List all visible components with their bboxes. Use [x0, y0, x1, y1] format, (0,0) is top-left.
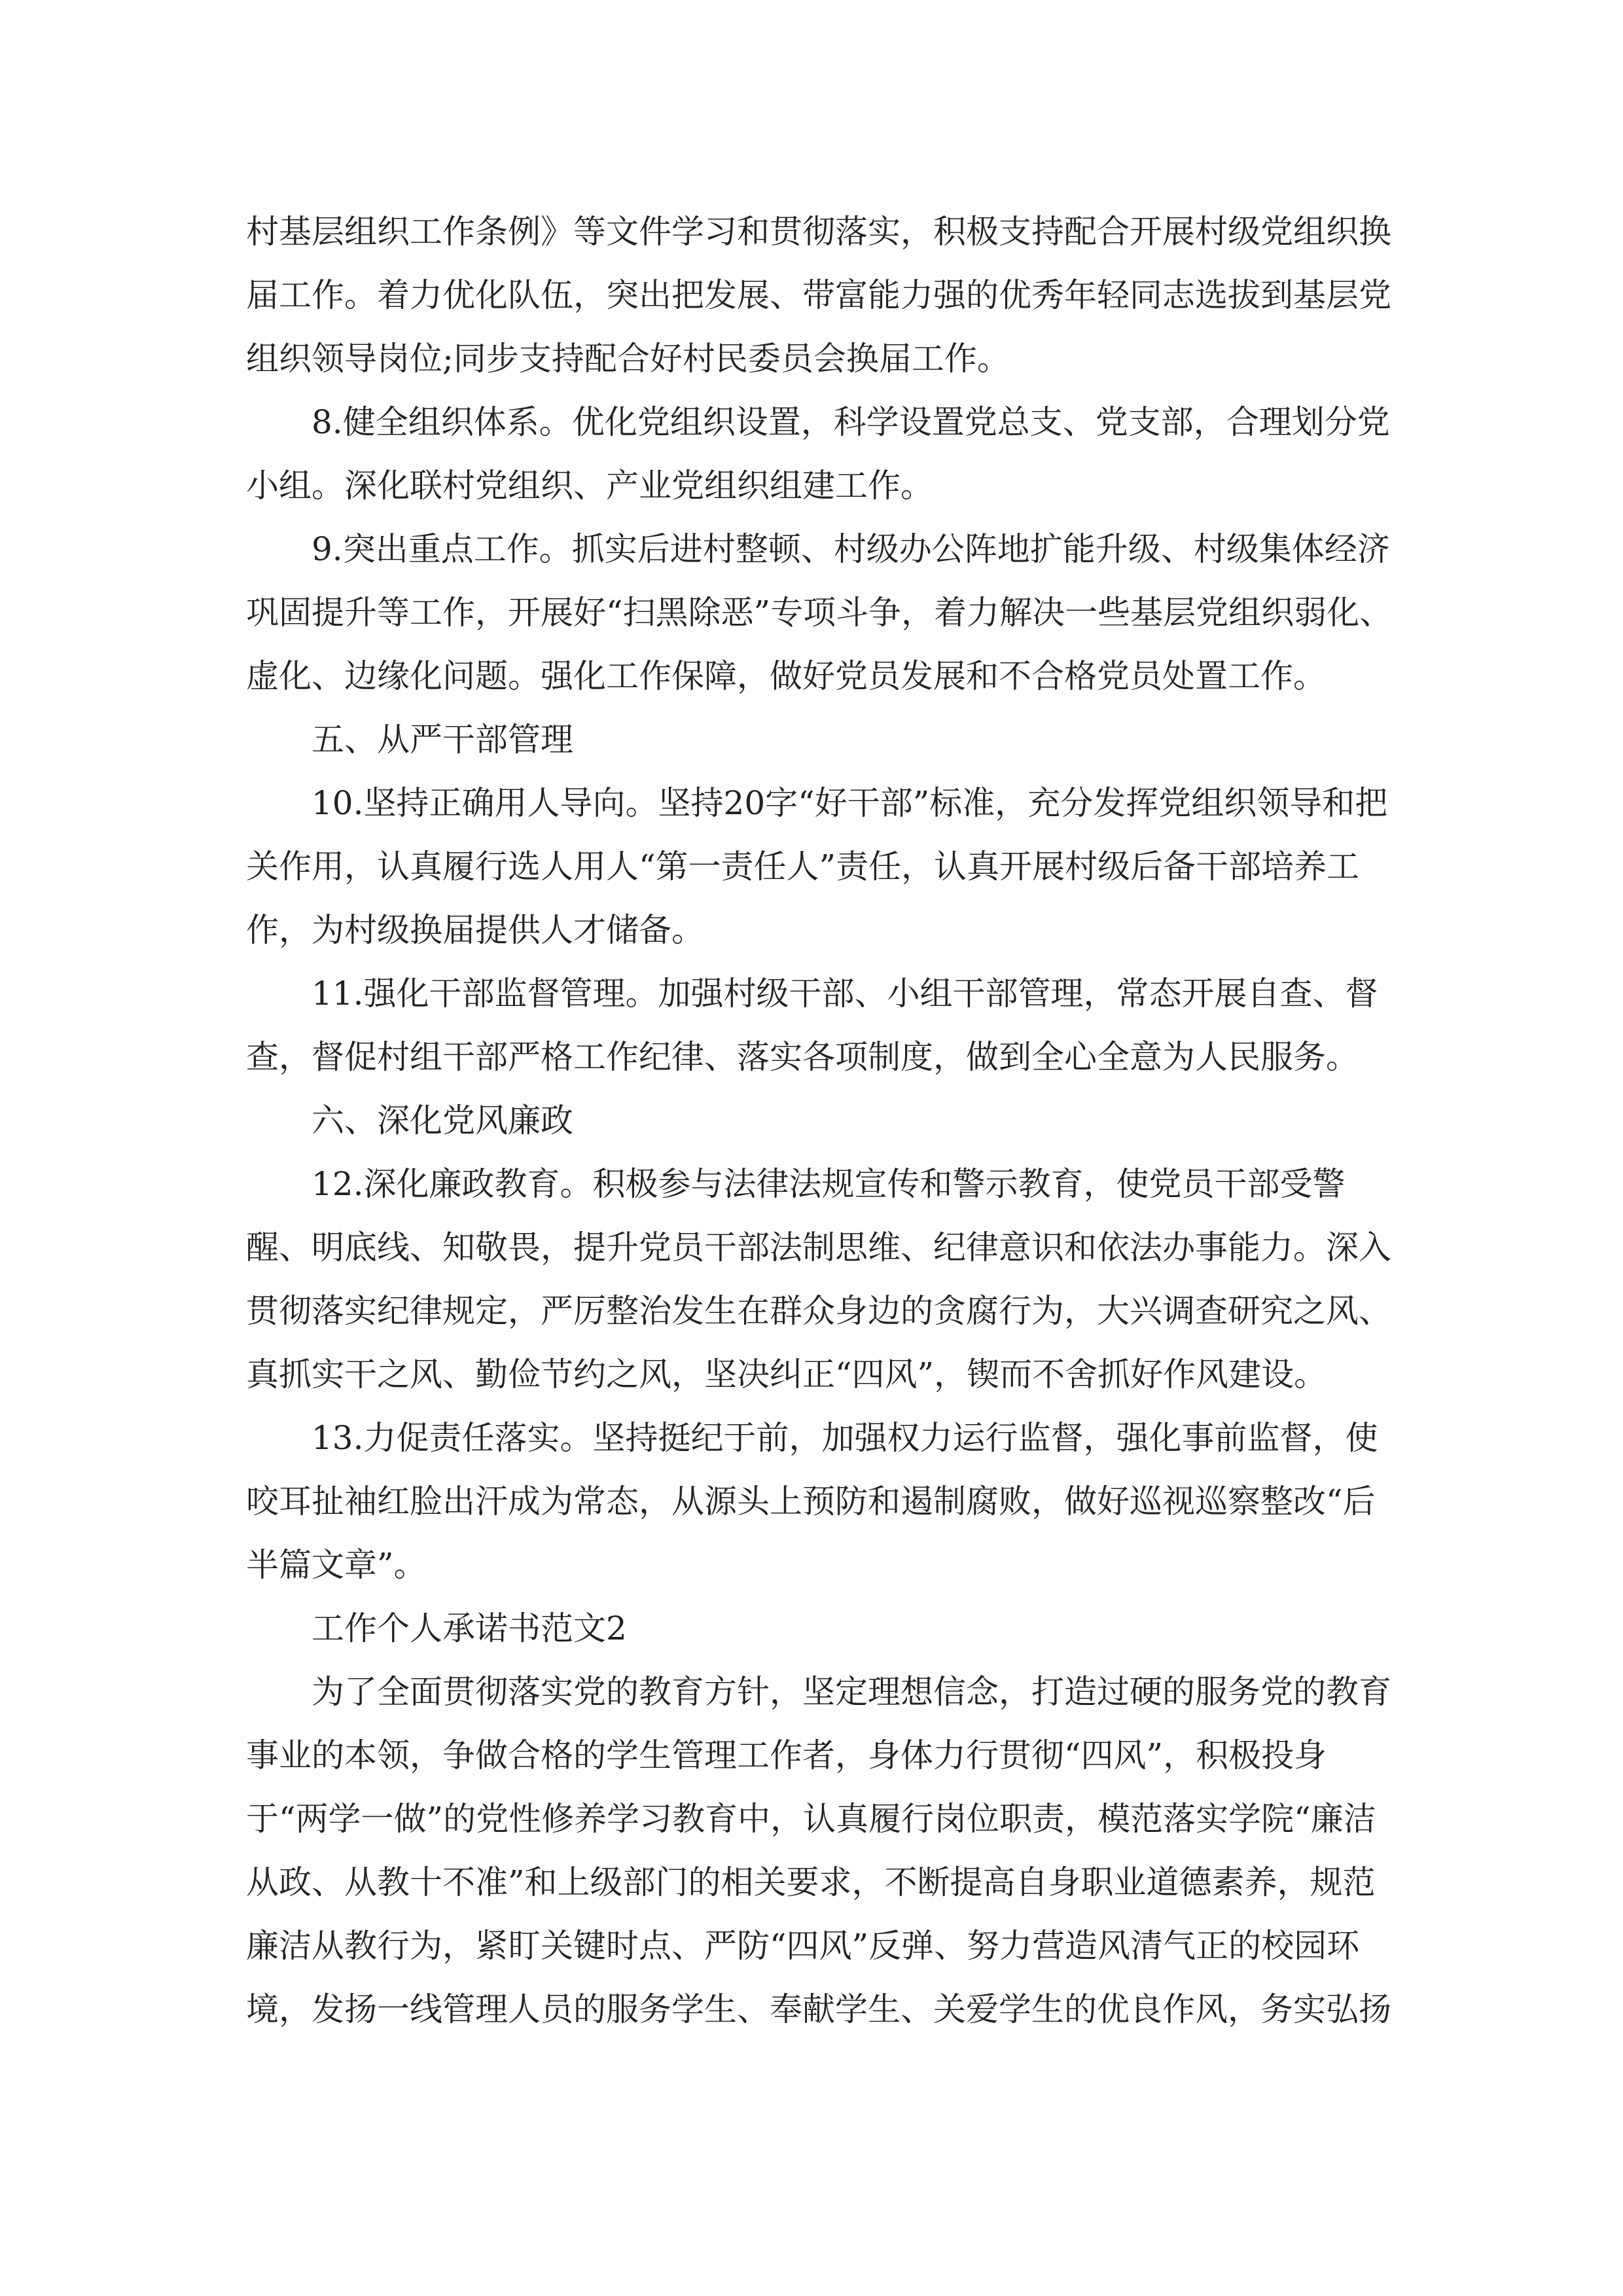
section-heading-5: 五、从严干部管理: [312, 721, 573, 759]
paragraph-item-11: 11.强化干部监督管理。加强村级干部、小组干部管理，常态开展自查、督查，督促村组干部严格工作纪律、落实各项制度，做到全心全意为人民服务。: [246, 975, 1378, 1076]
paragraph-continuation: 村基层组织工作条例》等文件学习和贯彻落实，积极支持配合开展村级党组织换届工作。着力优化队伍，突出把发展、带富能力强的优秀年轻同志选拔到基层党组织领导岗位;同步支持配合好村民委员会换届工作。: [246, 213, 1391, 378]
paragraph-intro: 为了全面贯彻落实党的教育方针，坚定理想信念，打造过硬的服务党的教育事业的本领，争做合格的学生管理工作者，身体力行贯彻“四风”，积极投身于“两学一做”的党性修养学习教育中，认真履行岗位职责，模范落实学院“廉洁从政、从教十不准”和上级部门的相关要求，不断提高自身职业道德素养，规范廉洁从教行为，紧盯关键时点、严防“四风”反弹、努力营造风清气正的校园环境，发扬一线管理人员的服务学生、奉献学生、关爱学生的优良作风，务实弘扬: [246, 1673, 1391, 2028]
article-title: 工作个人承诺书范文2: [312, 1609, 627, 1647]
paragraph-item-8: 8.健全组织体系。优化党组织设置，科学设置党总支、党支部，合理划分党小组。深化联村党组织、产业党组织组建工作。: [246, 403, 1390, 505]
paragraph-item-10: 10.坚持正确用人导向。坚持20字“好干部”标准，充分发挥党组织领导和把关作用，认真履行选人用人“第一责任人”责任，认真开展村级后备干部培养工作，为村级换届提供人才储备。: [246, 784, 1388, 949]
paragraph-item-9: 9.突出重点工作。抓实后进村整顿、村级办公阵地扩能升级、村级集体经济巩固提升等工作，开展好“扫黑除恶”专项斗争，着力解决一些基层党组织弱化、虚化、边缘化问题。强化工作保障，做好党员发展和不合格党员处置工作。: [246, 530, 1393, 695]
paragraph-item-13: 13.力促责任落实。坚持挺纪于前，加强权力运行监督，强化事前监督，使咬耳扯袖红脸出汗成为常态，从源头上预防和遏制腐败，做好巡视巡察整改“后半篇文章”。: [246, 1419, 1378, 1584]
section-heading-6: 六、深化党风廉政: [312, 1102, 573, 1139]
paragraph-item-12: 12.深化廉政教育。积极参与法律法规宣传和警示教育，使党员干部受警醒、明底线、知敬畏，提升党员干部法制思维、纪律意识和依法办事能力。深入贯彻落实纪律规定，严厉整治发生在群众身边的贪腐行为，大兴调查研究之风、真抓实干之风、勤俭节约之风，坚决纠正“四风”，锲而不舍抓好作风建设。: [246, 1165, 1391, 1393]
document-body: [246, 200, 1398, 2041]
